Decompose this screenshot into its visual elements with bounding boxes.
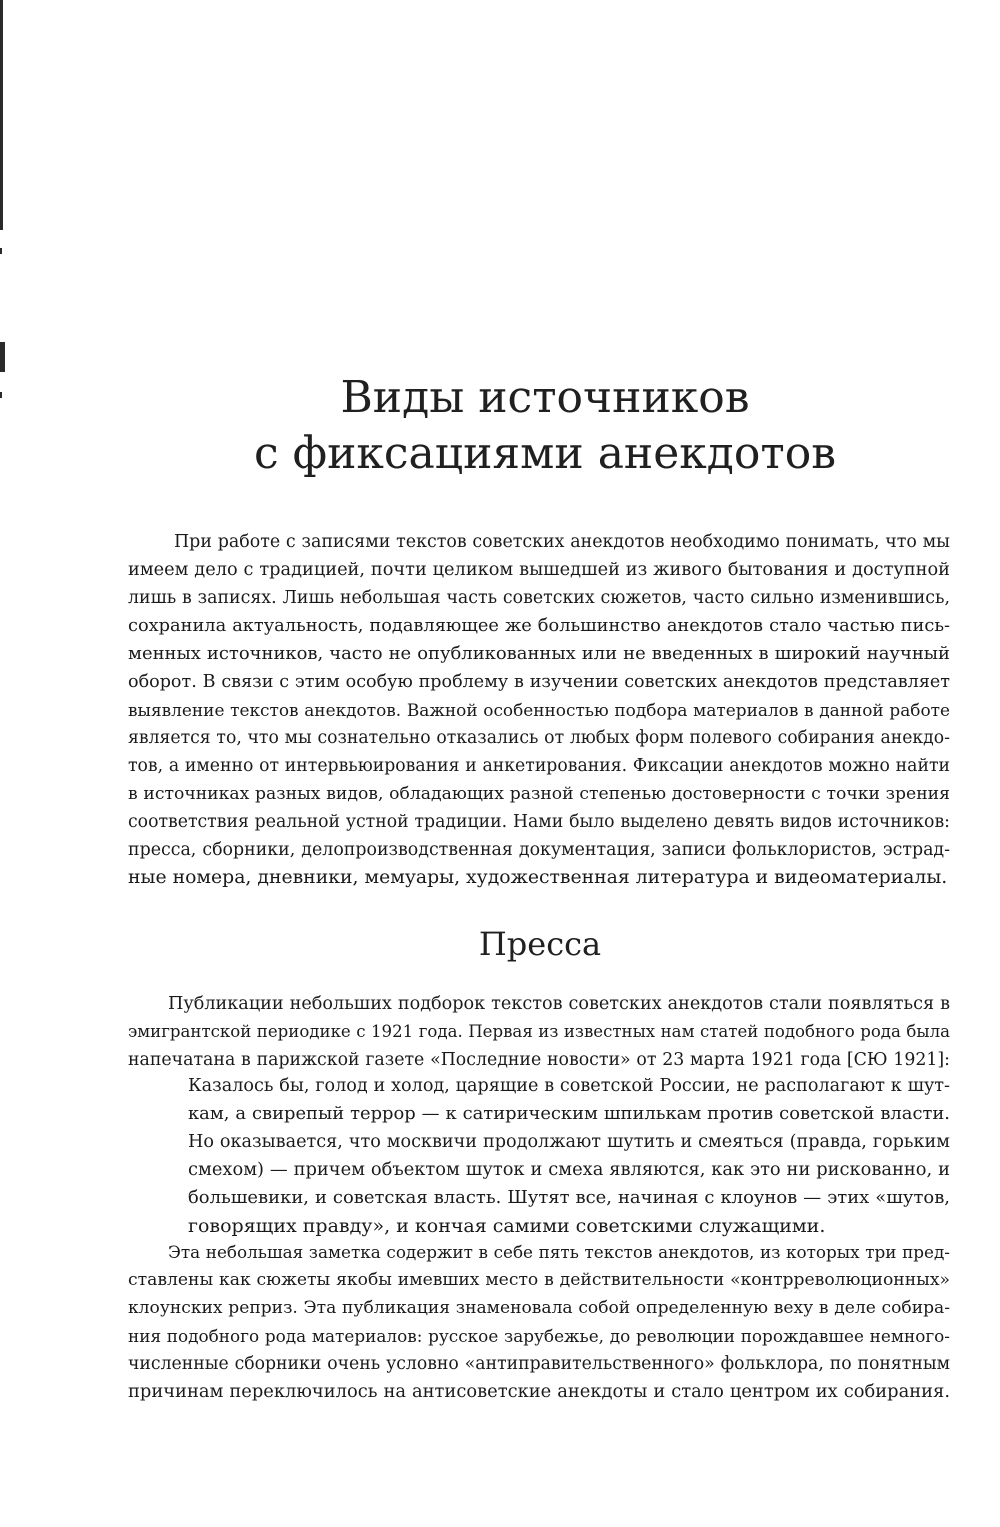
text-line: клоунских реприз. Эта публикация знаменовала собой определенную веху в деле собира- <box>128 1298 950 1318</box>
text-line: выявление текстов анекдотов. Важной особенностью подбора материалов в данной работе <box>128 700 950 720</box>
text-line: Эта небольшая заметка содержит в себе пять текстов анекдотов, из которых три пред- <box>168 1242 950 1262</box>
text-line: лишь в записях. Лишь небольшая часть советских сюжетов, часто сильно изменившись, <box>128 588 950 608</box>
text-line: ния подобного рода материалов: русское зарубежье, до революции порождавшее немного- <box>128 1326 950 1346</box>
quote-line: смехом) — причем объектом шуток и смеха являются, как это ни рискованно, и <box>188 1159 950 1180</box>
chapter-title <box>0 370 1000 482</box>
text-line: Публикации небольших подборок текстов советских анекдотов стали появляться в <box>168 994 950 1014</box>
text-line: ные номера, дневники, мемуары, художественная литература и видеоматериалы. <box>128 867 948 888</box>
quote-line: большевики, и советская власть. Шутят все, начиная с клоунов — этих «шутов, <box>188 1187 950 1208</box>
text-line: напечатана в парижской газете «Последние новости» от 23 марта 1921 года [СЮ 1921]: <box>128 1050 950 1070</box>
quote-line: Казалось бы, голод и холод, царящие в советской России, не располагают к шут- <box>188 1076 950 1096</box>
intro-paragraph <box>128 528 950 892</box>
press-body-paragraph <box>128 1238 950 1406</box>
text-line: в источниках разных видов, обладающих разной степенью достоверности с точки зрения <box>128 784 950 804</box>
quote-line: кам, а свирепый террор — к сатирическим шпилькам против советской власти. <box>188 1103 950 1124</box>
quote-line: говорящих правду», и кончая самими советскими служащими. <box>188 1215 826 1237</box>
text-line: является то, что мы сознательно отказались от любых форм полевого собирания анекдо- <box>128 728 950 748</box>
text-line: ставлены как сюжеты якобы имевших место в действительности «контрреволюционных» <box>128 1270 950 1290</box>
text-line: менных источников, часто не опубликованных или не введенных в широкий научный <box>128 643 950 664</box>
text-line: численные сборники очень условно «антиправительственного» фольклора, по понятным <box>128 1354 950 1374</box>
block-quote <box>188 1072 950 1240</box>
text-line: тов, а именно от интервьюирования и анкетирования. Фиксации анекдотов можно найти <box>128 756 950 776</box>
quote-line: Но оказывается, что москвичи продолжают шутить и смеяться (правда, горьким <box>188 1132 950 1152</box>
text-line: сохранила актуальность, подавляющее же большинство анекдотов стало частью пись- <box>128 616 950 636</box>
text-line: оборот. В связи с этим особую проблему в изучении советских анекдотов представляет <box>128 672 950 692</box>
text-line: имеем дело с традицией, почти целиком вышедшей из живого бытования и доступной <box>128 560 950 580</box>
text-line: соответствия реальной устной традиции. Нами было выделено девять видов источников: <box>128 812 950 832</box>
text-line: эмигрантской периодике с 1921 года. Первая из известных нам статей подобного рода была <box>128 1022 950 1041</box>
chapter-title-line-2: с фиксациями анекдотов <box>254 428 836 479</box>
scan-edge-mark <box>0 342 5 372</box>
scan-edge-mark <box>0 0 3 230</box>
section-title: Пресса <box>478 925 602 963</box>
press-intro-paragraph <box>128 990 950 1074</box>
text-line: пресса, сборники, делопроизводственная документация, записи фольклористов, эстрад- <box>128 840 950 860</box>
chapter-title-line-1: Виды источников <box>340 372 750 423</box>
text-line: причинам переключилось на антисоветские анекдоты и стало центром их собирания. <box>128 1381 950 1402</box>
text-line: При работе с записями текстов советских анекдотов необходимо понимать, что мы <box>174 532 950 552</box>
scan-edge-mark <box>0 248 2 254</box>
